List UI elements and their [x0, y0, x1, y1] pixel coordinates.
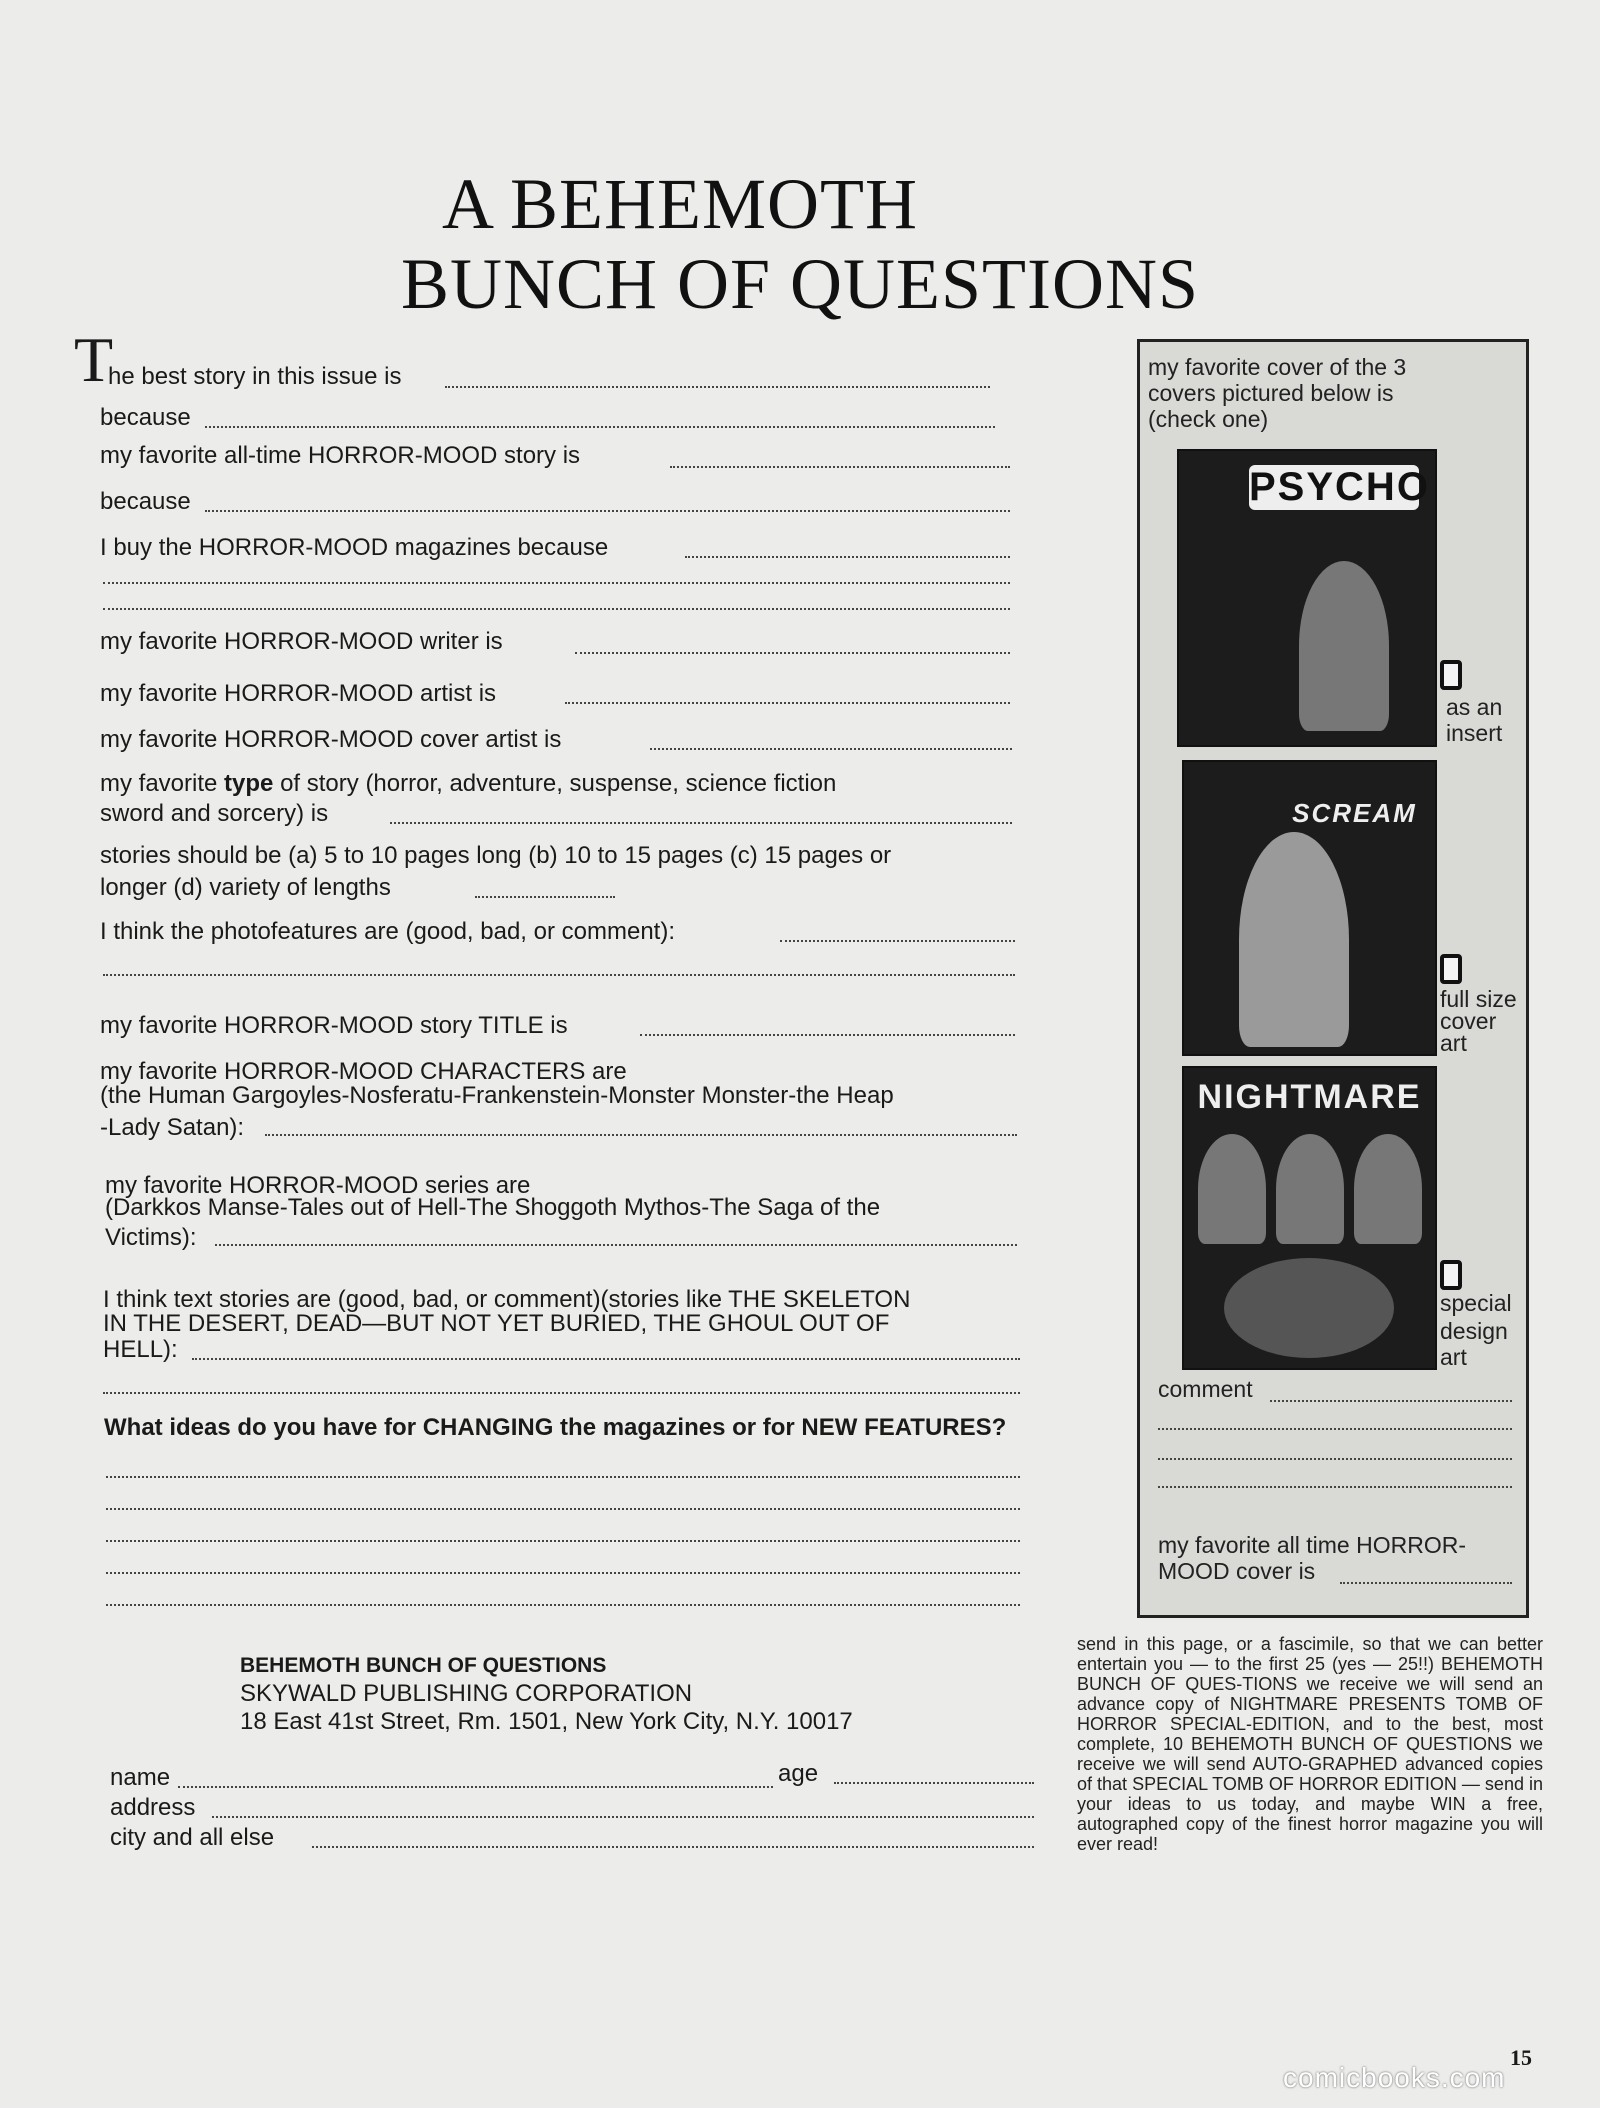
cover-logo: PSYCHO — [1249, 465, 1430, 509]
question-text-stories-examples: IN THE DESERT, DEAD—BUT NOT YET BURIED, THE GHOUL OUT OF — [103, 1310, 890, 1337]
cover-vote-panel — [1137, 339, 1529, 1618]
option-label: design — [1440, 1318, 1508, 1344]
answer-line[interactable] — [106, 1540, 1020, 1542]
page-number: 15 — [1510, 2045, 1532, 2070]
question-characters: my favorite HORROR-MOOD CHARACTERS are — [100, 1058, 627, 1085]
answer-line[interactable] — [565, 702, 1010, 704]
text-fragment: of story (horror, adventure, suspense, science fiction — [280, 770, 837, 797]
checkbox-insert[interactable] — [1440, 660, 1462, 690]
cover-image-nightmare — [1182, 1066, 1437, 1370]
answer-line[interactable] — [575, 652, 1010, 654]
answer-line[interactable] — [106, 1476, 1020, 1478]
address-heading: BEHEMOTH BUNCH OF QUESTIONS — [240, 1654, 607, 1677]
option-label: cover — [1440, 1008, 1497, 1034]
city-field[interactable] — [312, 1846, 1034, 1848]
answer-line[interactable] — [106, 1572, 1020, 1574]
answer-line[interactable] — [106, 1604, 1020, 1606]
question-because-2: because — [100, 488, 191, 515]
answer-line[interactable] — [1270, 1400, 1512, 1402]
question-favorite-writer: my favorite HORROR-MOOD writer is — [100, 628, 503, 655]
emphasis-type: type — [224, 770, 274, 797]
text-fragment: my favorite — [100, 770, 218, 797]
option-label: art — [1440, 1344, 1467, 1370]
answer-line[interactable] — [205, 426, 995, 428]
question-story-title: my favorite HORROR-MOOD story TITLE is — [100, 1012, 568, 1039]
question-favorite-type — [100, 770, 836, 798]
cover-image-scream — [1182, 760, 1437, 1056]
cover-panel-figure — [1198, 1134, 1266, 1244]
cover-image-psycho — [1177, 449, 1437, 747]
question-photofeatures: I think the photofeatures are (good, bad, or comment): — [100, 918, 675, 945]
option-label: special — [1440, 1290, 1512, 1316]
comment-label: comment — [1158, 1376, 1253, 1402]
option-label: art — [1440, 1030, 1467, 1056]
answer-line[interactable] — [650, 748, 1012, 750]
answer-line[interactable] — [205, 510, 1010, 512]
question-story-length: stories should be (a) 5 to 10 pages long (b) 10 to 15 pages (c) 15 pages or — [100, 842, 892, 869]
answer-line[interactable] — [1158, 1428, 1512, 1430]
panel-intro-3: (check one) — [1148, 406, 1269, 432]
question-ideas: What ideas do you have for CHANGING the magazines or for NEW FEATURES? — [104, 1414, 1007, 1441]
question-story-length-cont: longer (d) variety of lengths — [100, 874, 391, 901]
question-series-examples: (Darkkos Manse-Tales out of Hell-The Shoggoth Mythos-The Saga of the — [105, 1194, 881, 1221]
answer-line[interactable] — [390, 822, 1012, 824]
name-label: name — [110, 1764, 171, 1791]
cover-figure — [1299, 561, 1389, 731]
answer-line[interactable] — [103, 1392, 1020, 1394]
answer-line[interactable] — [103, 582, 1010, 584]
question-favorite-type-cont: sword and sorcery) is — [100, 800, 329, 827]
question-text-stories: I think text stories are (good, bad, or comment)(stories like THE SKELETON — [103, 1286, 911, 1313]
answer-line[interactable] — [445, 386, 990, 388]
option-label: as an — [1446, 694, 1503, 720]
answer-line[interactable] — [1340, 1582, 1512, 1584]
page-title-line2: BUNCH OF QUESTIONS — [400, 244, 1200, 324]
answer-line[interactable] — [192, 1358, 1020, 1360]
answer-line[interactable] — [670, 466, 1010, 468]
question-text-stories-cont: HELL): — [103, 1336, 178, 1363]
cover-figure — [1239, 832, 1349, 1047]
question-characters-cont: -Lady Satan): — [100, 1114, 245, 1141]
address-company: SKYWALD PUBLISHING CORPORATION — [240, 1680, 693, 1707]
promo-text: send in this page, or a fascimile, so that we can better entertain you — to the first 25 (yes — 25!!) BEHEMOTH BUNCH OF QUES-TIONS we receive we will send an advance copy of NIGHTMARE PRESENTS TOMB OF HORROR SPECIAL-EDITION, and to the best, most complete, 10 BEHEMOTH BUNCH OF QUESTIONS we receive we will send AUTO-GRAPHED advanced copies of that SPECIAL TOMB OF HORROR EDITION — send in your ideas to us today, and maybe WIN a free, autographed copy of the finest horror magazine you will ever read! — [1077, 1634, 1543, 1854]
city-label: city and all else — [110, 1824, 275, 1851]
watermark: comicbooks.com — [1283, 2062, 1506, 2093]
panel-intro-2: covers pictured below is — [1148, 380, 1394, 406]
answer-line[interactable] — [1158, 1486, 1512, 1488]
question-favorite-artist: my favorite HORROR-MOOD artist is — [100, 680, 497, 707]
question-characters-examples: (the Human Gargoyles-Nosferatu-Frankenstein-Monster Monster-the Heap — [100, 1082, 894, 1109]
address-field[interactable] — [212, 1816, 1034, 1818]
answer-line[interactable] — [265, 1134, 1017, 1136]
checkbox-full-size[interactable] — [1440, 954, 1462, 984]
address-street: 18 East 41st Street, Rm. 1501, New York City, N.Y. 10017 — [240, 1708, 853, 1735]
page-title-line1: A BEHEMOTH — [442, 164, 918, 244]
question-alltime-story: my favorite all-time HORROR-MOOD story is — [100, 442, 581, 469]
cover-panel-figure — [1276, 1134, 1344, 1244]
option-label: full size — [1440, 986, 1517, 1012]
alltime-cover-label-2: MOOD cover is — [1158, 1558, 1316, 1584]
age-label: age — [778, 1760, 819, 1787]
alltime-cover-label-1: my favorite all time HORROR- — [1158, 1532, 1466, 1558]
answer-line[interactable] — [640, 1034, 1015, 1036]
cover-logo: NIGHTMARE — [1197, 1078, 1422, 1116]
question-why-buy: I buy the HORROR-MOOD magazines because — [100, 534, 609, 561]
cover-planet — [1224, 1258, 1394, 1358]
answer-line[interactable] — [685, 556, 1010, 558]
address-label: address — [110, 1794, 196, 1821]
answer-line[interactable] — [103, 608, 1010, 610]
answer-line[interactable] — [106, 1508, 1020, 1510]
age-field[interactable] — [834, 1782, 1034, 1784]
answer-line[interactable] — [780, 940, 1015, 942]
drop-cap: T — [74, 324, 114, 395]
cover-logo: SCREAM — [1292, 798, 1417, 828]
question-series: my favorite HORROR-MOOD series are — [105, 1172, 531, 1199]
question-favorite-cover-artist: my favorite HORROR-MOOD cover artist is — [100, 726, 562, 753]
answer-line[interactable] — [215, 1244, 1017, 1246]
checkbox-special-design[interactable] — [1440, 1260, 1462, 1290]
option-label: insert — [1446, 720, 1503, 746]
answer-line[interactable] — [103, 974, 1015, 976]
panel-intro-1: my favorite cover of the 3 — [1148, 354, 1407, 380]
question-because-1: because — [100, 404, 191, 431]
question-series-cont: Victims): — [105, 1224, 197, 1251]
mailing-address — [240, 1652, 853, 1736]
cover-panel-figure — [1354, 1134, 1422, 1244]
name-field[interactable] — [178, 1786, 773, 1788]
answer-line[interactable] — [475, 896, 615, 898]
question-best-story: he best story in this issue is — [108, 363, 402, 390]
answer-line[interactable] — [1158, 1458, 1512, 1460]
